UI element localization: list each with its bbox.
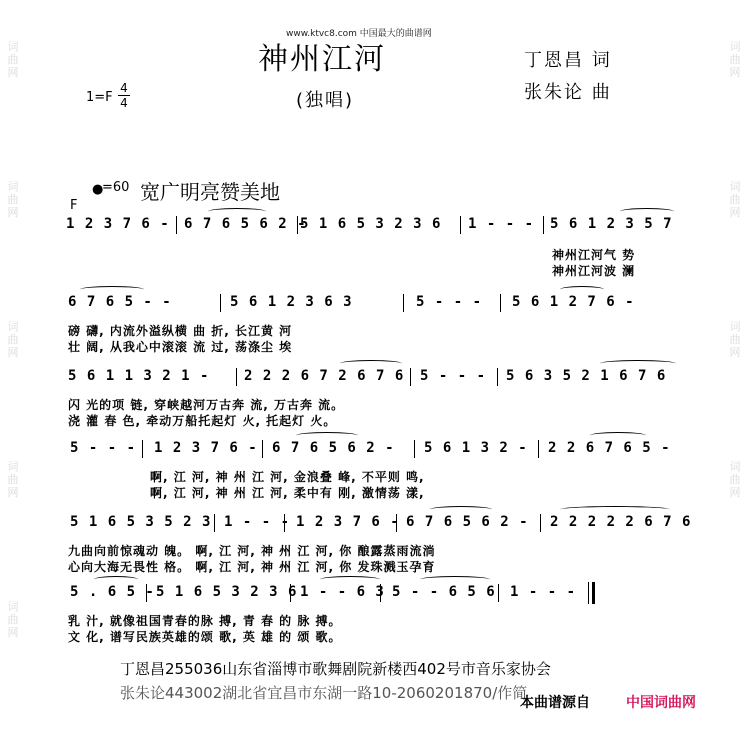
watermark-char: 网 [729,66,741,79]
slur [560,286,604,293]
measure: 6 7 6 5 - - [68,294,172,310]
measure: 5 6 1 2 3 6 3 [230,294,353,310]
lyricist-credit: 丁恩昌 词 [524,50,612,71]
measure: 5 - - - [416,294,483,310]
final-barline [588,582,589,604]
measure: 5 - - - [420,368,487,384]
slur [620,208,674,215]
watermark-left [2,460,24,499]
slur [80,286,144,293]
measure: 6 7 6 5 6 2 - [272,440,395,456]
key-signature: 1=F [86,90,113,105]
watermark-char: 曲 [7,53,19,66]
watermark-char: 网 [7,66,19,79]
watermark-char: 曲 [7,333,19,346]
watermark-char: 曲 [7,193,19,206]
lyric-line: 壮 阔, 从我心中滚滚 流 过, 荡涤尘 埃 [68,340,293,354]
slur [560,506,670,513]
measure: 5 - - - [70,440,137,456]
watermark-char: 词 [729,180,741,193]
final-barline [592,582,595,604]
barline [500,294,501,312]
brand-link[interactable]: 中国词曲网 [626,695,696,711]
tempo-key: F [70,198,78,213]
slur [94,576,138,583]
tempo-marking: =60 [102,180,130,195]
watermark-right [724,40,746,79]
time-signature-bottom: 4 [120,96,128,110]
barline [236,368,237,386]
watermark-left [2,40,24,79]
time-signature-top: 4 [118,82,130,96]
watermark-left [2,320,24,359]
slur [320,576,380,583]
measure: 5 6 3 5 2 1 6 7 6 [506,368,667,384]
watermark-char: 网 [7,626,19,639]
lyric-line: 浇 灌 春 色, 牵动万船托起灯 火, 托起灯 火。 [68,414,337,428]
watermark-char: 曲 [7,473,19,486]
measure: 5 6 1 1 3 2 1 - [68,368,210,384]
measure: 1 - - - [224,514,291,530]
lyricist-address: 丁恩昌255036山东省淄博市歌舞剧院新楼西402号市音乐家协会 [120,660,551,678]
measure: 1 2 3 7 6 - [296,514,400,530]
song-title: 神州江河 [258,42,386,77]
expression-marking: 宽广明亮赞美地 [140,180,280,204]
measure: 2 2 2 2 2 6 7 6 [550,514,692,530]
watermark-char: 词 [729,460,741,473]
lyric-line: 九曲向前惊魂动 魄。 啊, 江 河, 神 州 江 河, 你 酿露蒸雨流淌 [68,544,436,558]
measure: 1 - - 6 3 [300,584,385,600]
measure: 6 7 6 5 6 2 - [406,514,529,530]
lyric-line: 闪 光的项 链, 穿峡越河万古奔 流, 万古奔 流。 [68,398,345,412]
slur [420,576,490,583]
watermark-char: 曲 [729,53,741,66]
measure: 5 1 6 5 3 2 3 6 [156,584,298,600]
measure: 2 2 2 6 7 2 6 7 6 [244,368,405,384]
watermark-char: 网 [7,346,19,359]
slur [590,432,646,439]
watermark-char: 曲 [729,473,741,486]
barline [498,584,499,602]
barline [403,294,404,312]
measure: 2 2 6 7 6 5 - [548,440,671,456]
barline [543,216,544,234]
barline [460,216,461,234]
measure: 6 7 6 5 6 2 - [184,216,307,232]
barline [540,514,541,532]
lyric-line: 啊, 江 河, 神 州 江 河, 柔中有 刚, 激情荡 漾, [150,486,425,500]
watermark-char: 词 [729,320,741,333]
slur [296,432,358,439]
barline [214,514,215,532]
slur [430,506,492,513]
slur [208,208,266,215]
lyric-line: 神州江河波 澜 [552,264,636,278]
watermark-right [724,460,746,499]
measure: 5 6 1 3 2 - [424,440,528,456]
measure: 5 . 6 5 - [70,584,155,600]
barline [262,440,263,458]
watermark-char: 曲 [729,193,741,206]
watermark-char: 网 [7,486,19,499]
watermark-char: 网 [729,486,741,499]
measure: 5 6 1 2 3 5 7 [550,216,673,232]
watermark-left [2,600,24,639]
barline [220,294,221,312]
watermark-char: 词 [7,180,19,193]
lyric-line: 心向大海无畏性 格。 啊, 江 河, 神 州 江 河, 你 发珠溅玉孕育 [68,560,436,574]
source-label: 本曲谱源自 [520,695,590,711]
composer-address: 张朱论443002湖北省宜昌市东湖一路10-2060201870/作简 [120,684,528,702]
watermark-char: 网 [729,346,741,359]
composer-credit: 张朱论 曲 [524,82,612,103]
lyric-line: 啊, 江 河, 神 州 江 河, 金浪叠 峰, 不平则 鸣, [150,470,425,484]
song-subtitle: (独唱) [296,90,355,111]
barline [414,440,415,458]
watermark-char: 词 [7,600,19,613]
measure: 1 - - - [510,584,577,600]
watermark-right [724,320,746,359]
watermark-char: 曲 [7,613,19,626]
watermark-char: 曲 [729,333,741,346]
measure: 1 2 3 7 6 - [154,440,258,456]
barline [497,368,498,386]
slur [340,360,402,367]
barline [142,440,143,458]
watermark-char: 词 [729,40,741,53]
measure: 1 - - - [468,216,535,232]
barline [410,368,411,386]
measure: 5 - - 6 5 6 [392,584,496,600]
watermark-left [2,180,24,219]
measure: 5 1 6 5 3 2 3 6 [300,216,442,232]
barline [538,440,539,458]
watermark-char: 词 [7,460,19,473]
lyric-line: 神州江河气 势 [552,248,636,262]
lyric-line: 磅 礴, 内流外溢纵横 曲 折, 长江黄 河 [68,324,293,338]
site-url: www.ktvc8.com 中国最大的曲谱网 [286,29,432,39]
measure: 1 2 3 7 6 - [66,216,170,232]
lyric-line: 乳 汁, 就像祖国青春的脉 搏, 青 春 的 脉 搏。 [68,614,342,628]
measure: 5 6 1 2 7 6 - [512,294,635,310]
barline [176,216,177,234]
watermark-char: 词 [7,40,19,53]
slur [600,360,676,367]
watermark-char: 网 [7,206,19,219]
lyric-line: 文 化, 谱写民族英雄的颂 歌, 英 雄 的 颂 歌。 [68,630,342,644]
watermark-char: 网 [729,206,741,219]
tempo-note-icon: ● [92,182,104,197]
measure: 5 1 6 5 3 5 2 3 [70,514,212,530]
watermark-right [724,180,746,219]
watermark-char: 词 [7,320,19,333]
